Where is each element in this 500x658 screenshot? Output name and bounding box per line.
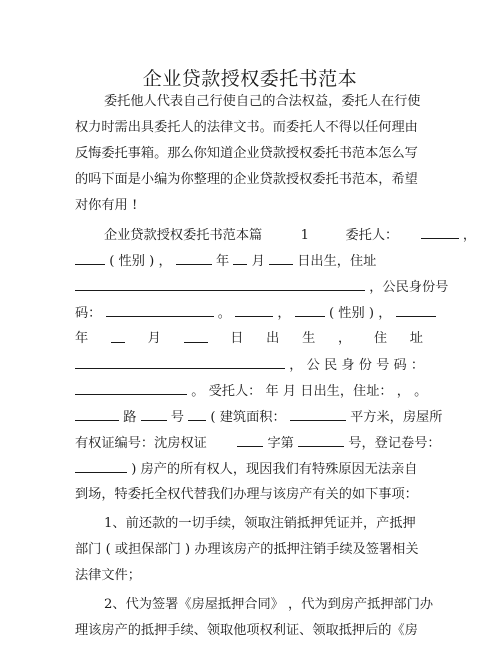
intro-line-1: 委托他人代表自己行使自己的合法权益，委托人在行使 bbox=[104, 94, 421, 109]
body-line-10: ) 房产的所有权人，现因我们有特殊原因无法亲自 bbox=[75, 460, 417, 479]
blank-field bbox=[75, 408, 119, 421]
blank-field bbox=[75, 278, 365, 291]
blank-field bbox=[75, 252, 105, 265]
body-line-11: 到场，特委托全权代替我们办理与该房产有关的如下事项： bbox=[75, 487, 418, 502]
body-line-2: ( 性别 ) ， 年 月 日出生，住址 bbox=[75, 252, 376, 271]
blank-field bbox=[421, 226, 459, 239]
intro-line-5: 对你有用 ! bbox=[75, 198, 138, 213]
blank-field bbox=[106, 304, 214, 317]
intro-line-4: 的吗下面是小编为你整理的企业贷款授权委托书范本，希望 bbox=[75, 172, 418, 187]
blank-field bbox=[295, 304, 325, 317]
body-line-7: 。 受托人： 年 月 日出生，住址： ， 。 bbox=[75, 382, 427, 401]
body-line-3: ，公民身份号 bbox=[75, 278, 448, 297]
body-line-9: 有权证编号：沈房权证 字第 号，登记卷号： bbox=[75, 436, 441, 451]
intro-line-3: 反悔委托事箱。那么你知道企业贷款授权委托书范本怎么写 bbox=[75, 146, 418, 161]
body-line-4: 码： 。 ， ( 性别 ) ， bbox=[75, 304, 436, 323]
body-line-5: 年 月 日 出 生 ， 住 址 bbox=[75, 331, 423, 346]
blank-field bbox=[290, 408, 346, 421]
body-line-13: 部门 ( 或担保部门 ) 办理该房产的抵押注销手续及签署相关 bbox=[75, 542, 419, 557]
blank-field bbox=[396, 304, 436, 317]
body-line-6: ， 公 民 身 份 号 码 ： bbox=[75, 356, 424, 375]
intro-line-2: 权力时需出具委托人的法律文书。而委托人不得以任何理由 bbox=[75, 120, 418, 135]
body-line-14: 法律文件； bbox=[75, 568, 141, 583]
section-heading: 企业贷款授权委托书范本篇 bbox=[104, 228, 263, 243]
body-line-15: 2、代为签署《房屋抵押合同》 ，代为到房产抵押部门办 bbox=[104, 597, 434, 612]
blank-field bbox=[298, 434, 344, 447]
section-number: 1 bbox=[300, 228, 310, 243]
blank-field bbox=[235, 304, 273, 317]
body-line-12: 1、前还款的一切手续，领取注销抵押凭证并，产抵押 bbox=[104, 516, 416, 531]
body-line-16: 理该房产的抵押手续、领取他项权利证、领取抵押后的《房 bbox=[75, 623, 418, 638]
blank-field bbox=[141, 408, 167, 421]
blank-field bbox=[111, 330, 125, 343]
principal-label: 委托人： bbox=[345, 228, 399, 243]
blank-field bbox=[188, 408, 206, 421]
blank-field bbox=[75, 356, 285, 369]
blank-field bbox=[184, 330, 208, 343]
blank-field bbox=[75, 460, 127, 473]
blank-field bbox=[269, 252, 293, 265]
blank-field bbox=[75, 382, 187, 395]
blank-field bbox=[233, 252, 247, 265]
document-title: 企业贷款授权委托书范本 bbox=[142, 68, 358, 90]
body-line-8: 路 号 ( 建筑面积： 平方米，房屋所 bbox=[75, 408, 442, 427]
blank-field bbox=[237, 434, 263, 447]
blank-field bbox=[176, 252, 212, 265]
body-line-1: 企业贷款授权委托书范本篇 1 委托人： ， bbox=[104, 228, 476, 243]
